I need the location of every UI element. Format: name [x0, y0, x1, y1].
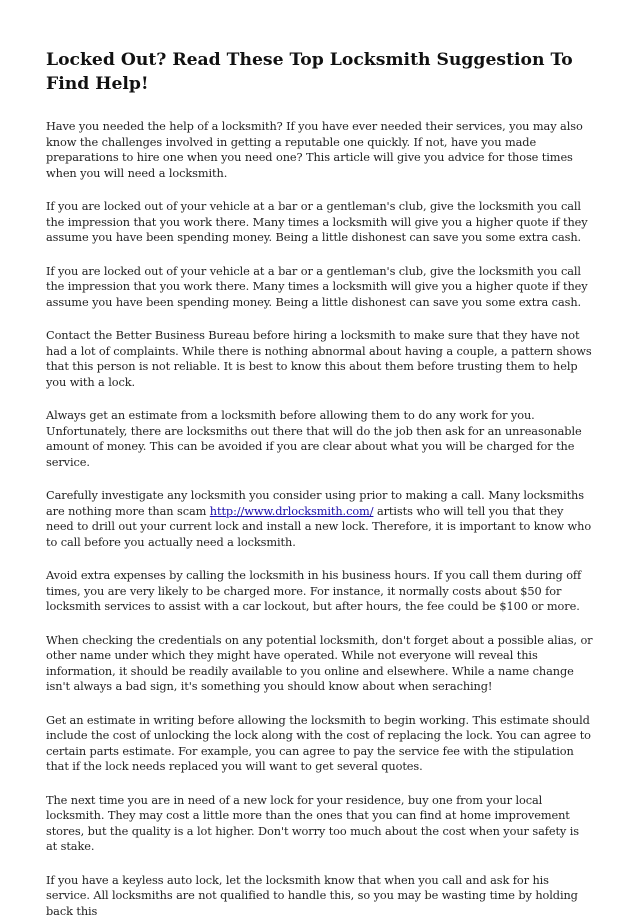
paragraph-credentials-alias: When checking the credentials on any potential locksmith, don't forget about a possible alias, or other name under which they might have operated. While not everyone will reveal this information, it should be readily available to you online and elsewhere. While a name change isn't always a bad sign, it's something you should know about when seraching!	[46, 633, 593, 695]
document-title: Locked Out? Read These Top Locksmith Suggestion To Find Help!	[46, 48, 593, 96]
paragraph-business-hours: Avoid extra expenses by calling the locksmith in his business hours. If you call them during off times, you are very likely to be charged more. For instance, it normally costs about $50 for locksmith services to assist with a car lockout, but after hours, the fee could be $100 or more.	[46, 568, 593, 615]
paragraph-intro: Have you needed the help of a locksmith? If you have ever needed their services, you may also know the challenges involved in getting a reputable one quickly. If not, have you made preparations to hire one when you need one? This article will give you advice for those times when you will need a locksmith.	[46, 119, 593, 181]
paragraph-keyless-auto-lock: If you have a keyless auto lock, let the locksmith know that when you call and ask for his service. All locksmiths are not qualified to handle this, so you may be wasting time by holding back this	[46, 873, 593, 919]
link-paragraph-after: artists who will tell you that they need to drill out your current lock and install a new lock. Therefore, it is important to know who to call before you actually need a locksmith.	[46, 504, 591, 549]
drlocksmith-link[interactable]: http://www.drlocksmith.com/	[210, 504, 374, 518]
link-paragraph-before: Carefully investigate any locksmith you consider using prior to making a call. Many locksmiths are nothing more than scam	[46, 488, 584, 518]
paragraph-better-business-bureau: Contact the Better Business Bureau before hiring a locksmith to make sure that they have not had a lot of complaints. While there is nothing abnormal about having a couple, a pattern shows that this person is not reliable. It is best to know this about them before trusting them to help you with a lock.	[46, 328, 593, 390]
paragraph-investigate-locksmith	[46, 488, 593, 550]
paragraph-new-lock-residence: The next time you are in need of a new lock for your residence, buy one from your local locksmith. They may cost a little more than the ones that you can find at home improvement stores, but the quality is a lot higher. Don't worry too much about the cost when your safety is at stake.	[46, 793, 593, 855]
paragraph-get-estimate: Always get an estimate from a locksmith before allowing them to do any work for you. Unfortunately, there are locksmiths out there that will do the job then ask for an unreasonable amount of money. This can be avoided if you are clear about what you will be charged for the service.	[46, 408, 593, 470]
paragraph-written-estimate: Get an estimate in writing before allowing the locksmith to begin working. This estimate should include the cost of unlocking the lock along with the cost of replacing the lock. You can agree to certain parts estimate. For example, you can agree to pay the service fee with the stipulation that if the lock needs replaced you will want to get several quotes.	[46, 713, 593, 775]
paragraph-locked-out-bar-repeat: If you are locked out of your vehicle at a bar or a gentleman's club, give the locksmith you call the impression that you work there. Many times a locksmith will give you a higher quote if they assume you have been spending money. Being a little dishonest can save you some extra cash.	[46, 264, 593, 311]
paragraph-locked-out-bar: If you are locked out of your vehicle at a bar or a gentleman's club, give the locksmith you call the impression that you work there. Many times a locksmith will give you a higher quote if they assume you have been spending money. Being a little dishonest can save you some extra cash.	[46, 199, 593, 246]
